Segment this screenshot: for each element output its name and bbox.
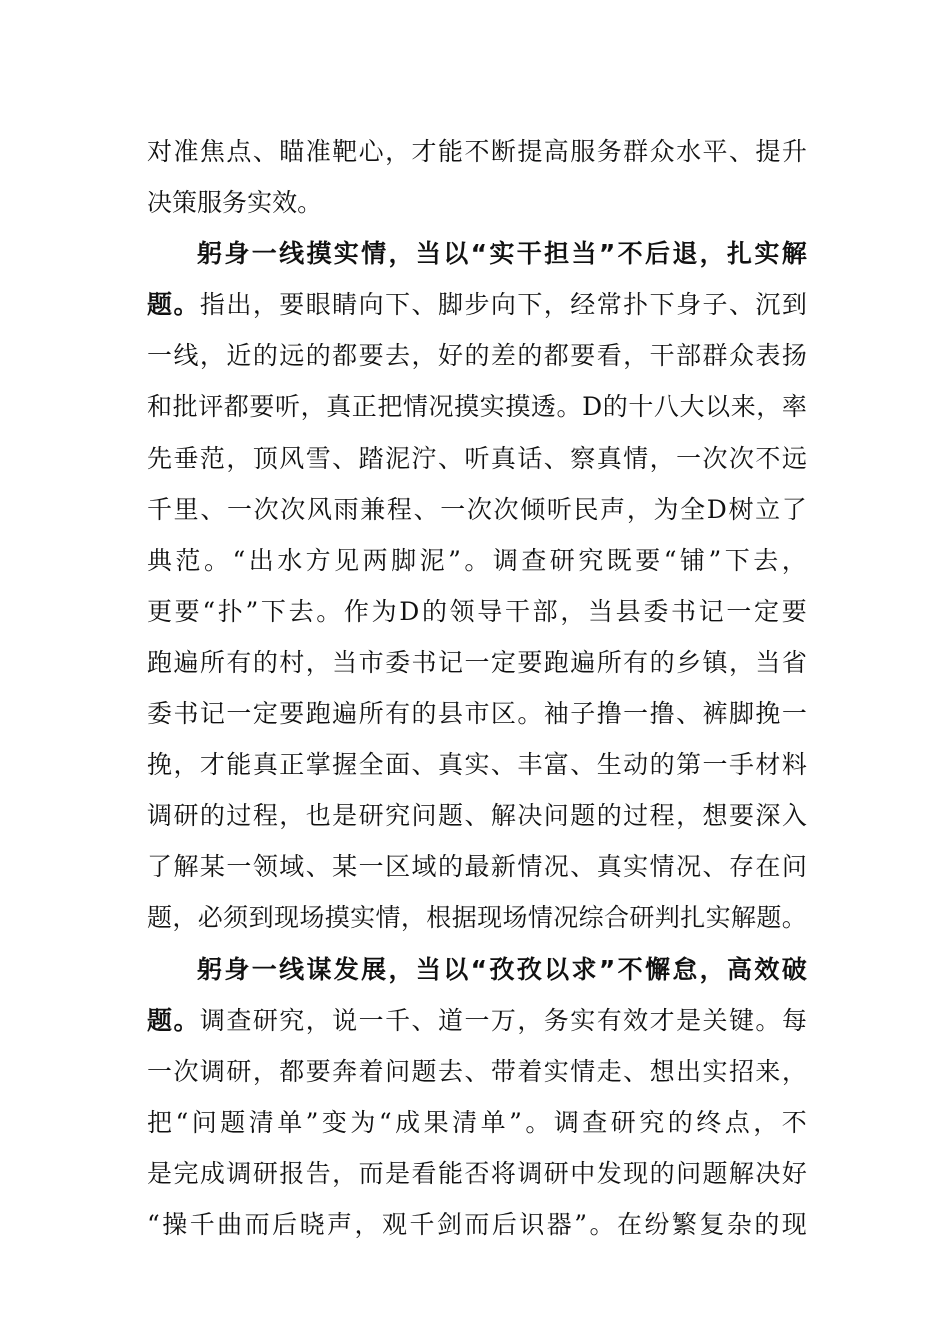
text-line: 调 研 的 过 程 ， 也 是 研 究 问 题 、 解 决 问 题 的 过 程 ， 想 要 深 入	[147, 801, 807, 831]
text-line: 对 准 焦 点 、 瞄 准 靶 心 ， 才 能 不 断 提 高 服 务 群 众 水 平 、 提 升	[147, 137, 807, 166]
text-line: 先 垂 范 ， 顶 风 雪 、 踏 泥 泞 、 听 真 话 、 察 真 情 ， 一 次 次 不 远	[147, 443, 807, 473]
text-line: 题 。 调 查 研 究 ， 说 一 千 、 道 一 万 ， 务 实 有 效 才 是 关 键 。 每	[147, 1005, 807, 1035]
text-line: 一 线 ， 近 的 远 的 都 要 去 ， 好 的 差 的 都 要 看 ， 干 部 群 众 表 扬	[147, 341, 807, 371]
text-line: 千 里 、 一 次 次 风 雨 兼 程 、 一 次 次 倾 听 民 声 ， 为 全 D 树 立 了	[147, 494, 807, 524]
text-line: 躬 身 一 线 摸 实 情 ， 当 以 “ 实 干 担 当 ” 不 后 退 ， 扎 实 解	[197, 239, 807, 269]
text-line: 是 完 成 调 研 报 告 ， 而 是 看 能 否 将 调 研 中 发 现 的 问 题 解 决 好	[147, 1158, 807, 1188]
text-line: 委 书 记 一 定 要 跑 遍 所 有 的 县 市 区 。 袖 子 撸 一 撸 、 裤 脚 挽 一	[147, 699, 807, 729]
text-line: 题 ， 必 须 到 现 场 摸 实 情 ， 根 据 现 场 情 况 综 合 研 判 扎 实 解 题 。	[147, 903, 807, 933]
text-line: 躬 身 一 线 谋 发 展 ， 当 以 “ 孜 孜 以 求 ” 不 懈 怠 ， 高 效 破	[197, 954, 807, 984]
text-line: “ 操 千 曲 而 后 晓 声 ， 观 千 剑 而 后 识 器 ” 。 在 纷 繁 复 杂 的 现	[147, 1209, 807, 1239]
text-line: 挽 ， 才 能 真 正 掌 握 全 面 、 真 实 、 丰 富 、 生 动 的 第 一 手 材 料	[147, 750, 807, 780]
text-line: 典 范 。 “ 出 水 方 见 两 脚 泥 ” 。 调 查 研 究 既 要 “ 铺 ” 下 去 ，	[147, 545, 807, 575]
text-line: 一 次 调 研 ， 都 要 奔 着 问 题 去 、 带 着 实 情 走 、 想 出 实 招 来 ，	[147, 1056, 807, 1086]
text-line: 决 策 服 务 实 效 。	[147, 188, 323, 218]
body-text	[147, 126, 807, 1250]
text-line: 跑 遍 所 有 的 村 ， 当 市 委 书 记 一 定 要 跑 遍 所 有 的 乡 镇 ， 当 省	[147, 647, 807, 677]
text-line: 题 。 指 出 ， 要 眼 睛 向 下 、 脚 步 向 下 ， 经 常 扑 下 身 子 、 沉 到	[147, 290, 807, 320]
text-line: 和 批 评 都 要 听 ， 真 正 把 情 况 摸 实 摸 透 。 D 的 十 八 大 以 来 ， 率	[147, 392, 807, 422]
text-line: 了 解 某 一 领 域 、 某 一 区 域 的 最 新 情 况 、 真 实 情 况 、 存 在 问	[147, 852, 807, 882]
text-line: 更 要 “ 扑 ” 下 去 。 作 为 D 的 领 导 干 部 ， 当 县 委 书 记 一 定 要	[147, 596, 807, 626]
text-line: 把 “ 问 题 清 单 ” 变 为 “ 成 果 清 单 ” 。 调 查 研 究 的 终 点 ， 不	[147, 1107, 807, 1137]
